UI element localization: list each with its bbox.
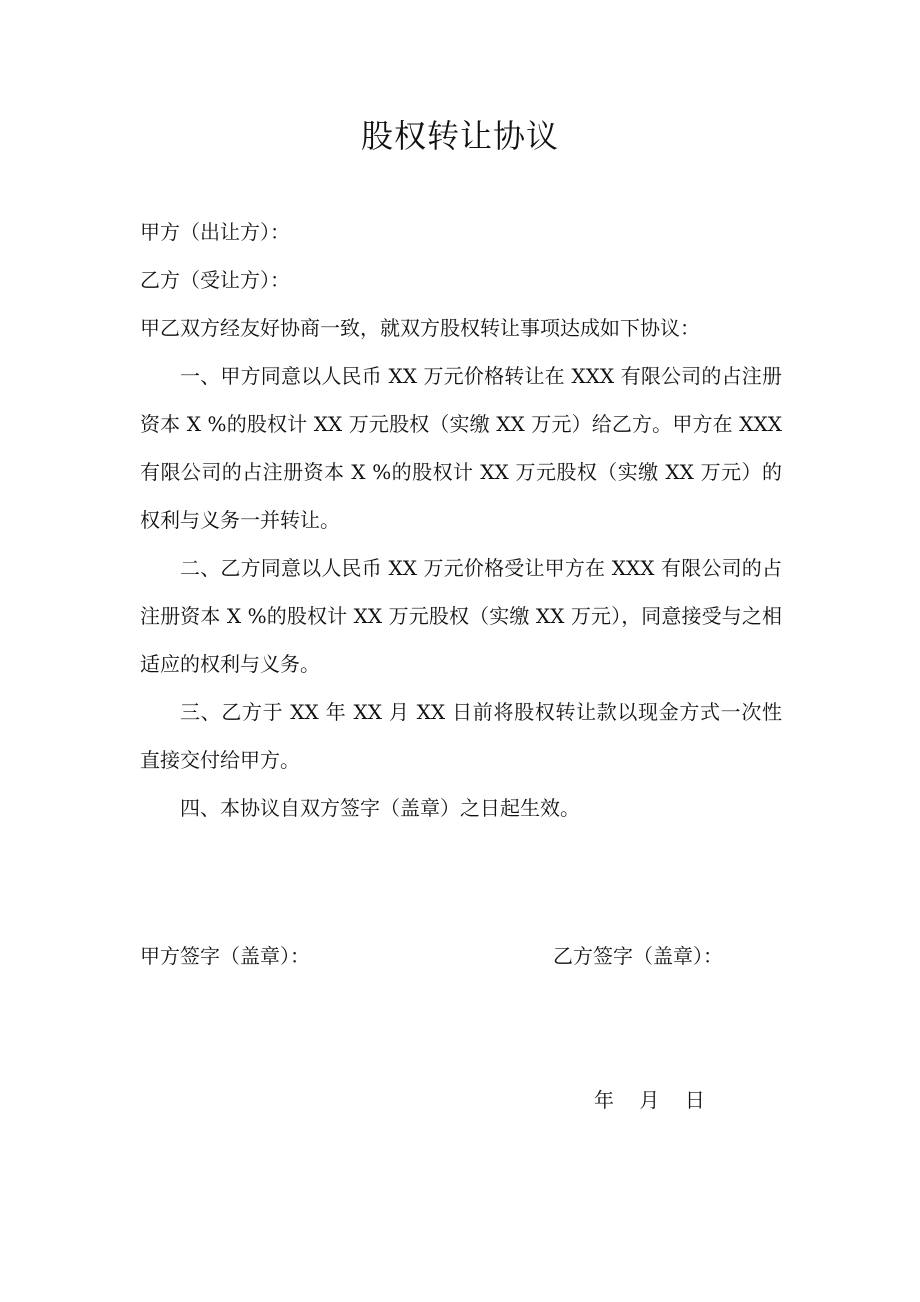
date-line: 年 月 日 bbox=[594, 1088, 705, 1112]
clause-3: 三、乙方于 XX 年 XX 月 XX 日前将股权转让款以现金方式一次性直接交付给甲方。 bbox=[140, 700, 782, 772]
document-title: 股权转让协议 bbox=[360, 117, 559, 155]
signature-party-a: 甲方签字（盖章）： bbox=[140, 944, 310, 968]
clause-4: 四、本协议自双方签字（盖章）之日起生效。 bbox=[180, 796, 580, 820]
party-a-label: 甲方（出让方）： bbox=[140, 220, 290, 244]
party-b-label: 乙方（受让方）： bbox=[140, 268, 290, 292]
signature-party-b: 乙方签字（盖章）： bbox=[553, 944, 723, 968]
clause-2: 二、乙方同意以人民币 XX 万元价格受让甲方在 XXX 有限公司的占注册资本 X %的股权计 XX 万元股权（实缴 XX 万元），同意接受与之相适应的权利与义务。 bbox=[140, 556, 782, 676]
intro-paragraph: 甲乙双方经友好协商一致，就双方股权转让事项达成如下协议： bbox=[140, 316, 700, 340]
clause-1: 一、甲方同意以人民币 XX 万元价格转让在 XXX 有限公司的占注册资本 X %的股权计 XX 万元股权（实缴 XX 万元）给乙方。甲方在 XXX 有限公司的占注册资本 X %的股权计 XX 万元股权（实缴 XX 万元）的权利与义务一并转让。 bbox=[140, 364, 782, 532]
